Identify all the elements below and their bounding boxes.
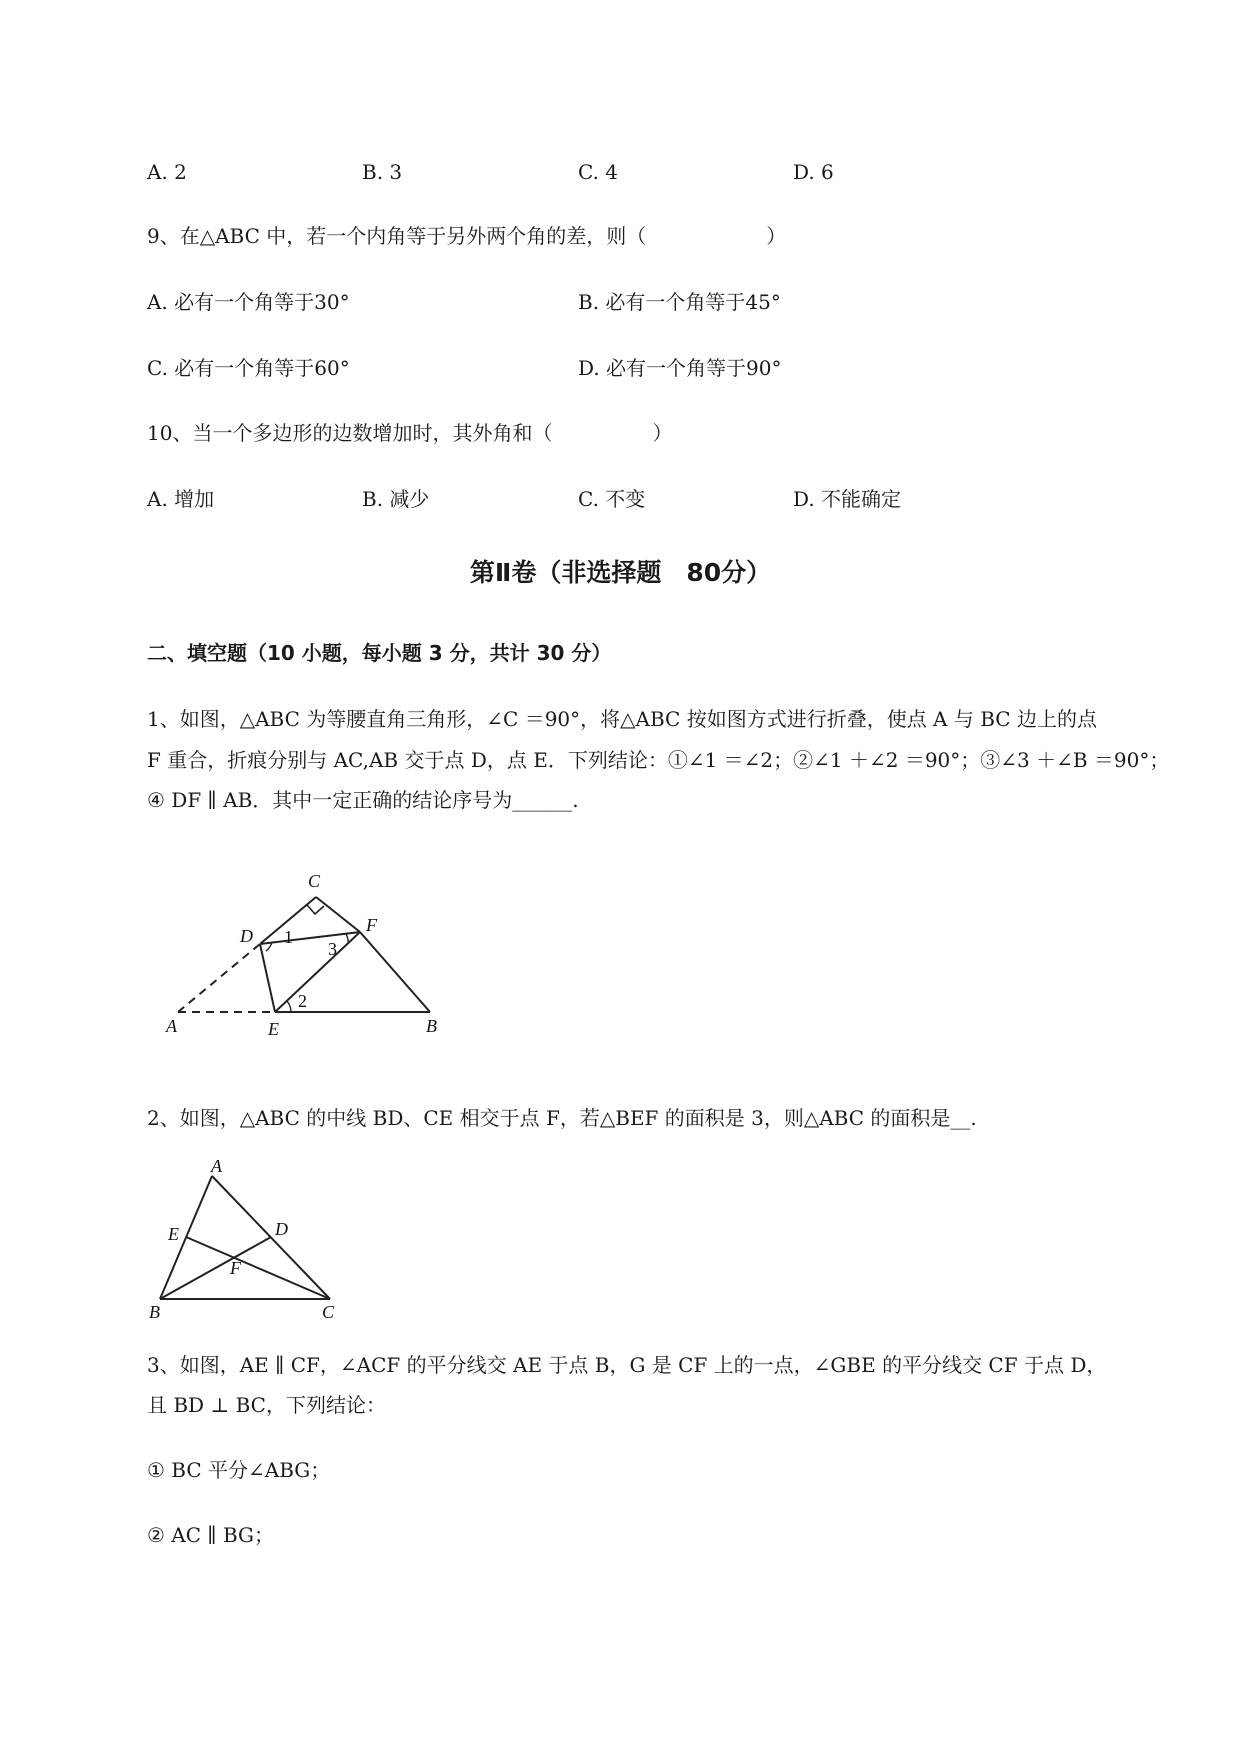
figure-2-medians-triangle: [145, 1160, 365, 1320]
fill1-line-3: ④ DF ∥ AB．其中一定正确的结论序号为______.: [147, 788, 579, 812]
fig1-label-d: D: [240, 926, 253, 946]
q8-option-d: D. 6: [793, 160, 834, 184]
fig1-angle-arc-2: [287, 1001, 291, 1012]
fig1-line-cf: [316, 897, 360, 932]
fig1-line-de: [260, 944, 275, 1012]
fig1-label-angle-1: 1: [284, 927, 293, 947]
q9-option-a: A. 必有一个角等于30°: [147, 290, 350, 314]
q9-option-d: D. 必有一个角等于90°: [578, 356, 782, 380]
fig1-label-e: E: [268, 1019, 279, 1039]
q8-option-a: A. 2: [147, 160, 187, 184]
fig2-median-bd: [160, 1237, 271, 1299]
fig2-label-a: A: [211, 1160, 222, 1176]
fig2-label-d: D: [275, 1219, 288, 1239]
figure-1-fold-triangle: [160, 865, 460, 1055]
fig2-label-e: E: [168, 1224, 179, 1244]
q10-stem: 10、当一个多边形的边数增加时，其外角和（ ）: [147, 421, 673, 445]
fig1-line-fb: [360, 932, 430, 1012]
q10-option-d: D. 不能确定: [793, 487, 902, 511]
fig1-angle-arc-3: [346, 934, 348, 944]
fig1-label-b: B: [426, 1016, 437, 1036]
fill2-text: 2、如图，△ABC 的中线 BD、CE 相交于点 F，若△BEF 的面积是 3，则△ABC 的面积是__.: [147, 1106, 977, 1130]
fig1-right-angle-mark: [307, 905, 324, 914]
q10-option-a: A. 增加: [147, 487, 215, 511]
fig1-label-angle-3: 3: [328, 939, 337, 959]
fill3-line-1: 3、如图，AE ∥ CF，∠ACF 的平分线交 AE 于点 B，G 是 CF 上的一点，∠GBE 的平分线交 CF 于点 D，: [147, 1353, 1107, 1377]
part-heading: 二、填空题（10 小题，每小题 3 分，共计 30 分）: [147, 641, 612, 665]
fig2-label-f: F: [230, 1258, 241, 1278]
fill3-item-1: ① BC 平分∠ABG；: [147, 1458, 331, 1482]
q9-stem: 9、在△ABC 中，若一个内角等于另外两个角的差，则（ ）: [147, 224, 787, 248]
fig1-label-f: F: [366, 915, 377, 935]
fig1-label-a: A: [166, 1016, 177, 1036]
fig2-label-b: B: [149, 1302, 160, 1320]
fill3-item-2: ② AC ∥ BG；: [147, 1523, 275, 1547]
section-title: 第Ⅱ卷（非选择题 80分）: [469, 558, 772, 587]
fill1-line-2: F 重合，折痕分别与 AC,AB 交于点 D，点 E．下列结论：①∠1 ＝∠2；②∠1 ＋∠2 ＝90°；③∠3 ＋∠B ＝90°；: [147, 748, 1170, 772]
q9-option-c: C. 必有一个角等于60°: [147, 356, 350, 380]
fig2-label-c: C: [322, 1302, 335, 1320]
fig1-dashed-ad: [178, 944, 260, 1012]
fig1-line-df: [260, 932, 360, 944]
q10-option-b: B. 减少: [362, 487, 430, 511]
q8-option-b: B. 3: [362, 160, 403, 184]
q8-option-c: C. 4: [578, 160, 619, 184]
q9-option-b: B. 必有一个角等于45°: [578, 290, 781, 314]
fig1-label-c: C: [308, 871, 321, 891]
fill3-line-2: 且 BD ⊥ BC，下列结论：: [147, 1393, 386, 1417]
q10-option-c: C. 不变: [578, 487, 646, 511]
fig2-median-ce: [186, 1237, 330, 1299]
fig1-label-angle-2: 2: [298, 991, 307, 1011]
fill1-line-1: 1、如图，△ABC 为等腰直角三角形，∠C ＝90°，将△ABC 按如图方式进行折叠，使点 A 与 BC 边上的点: [147, 707, 1097, 731]
